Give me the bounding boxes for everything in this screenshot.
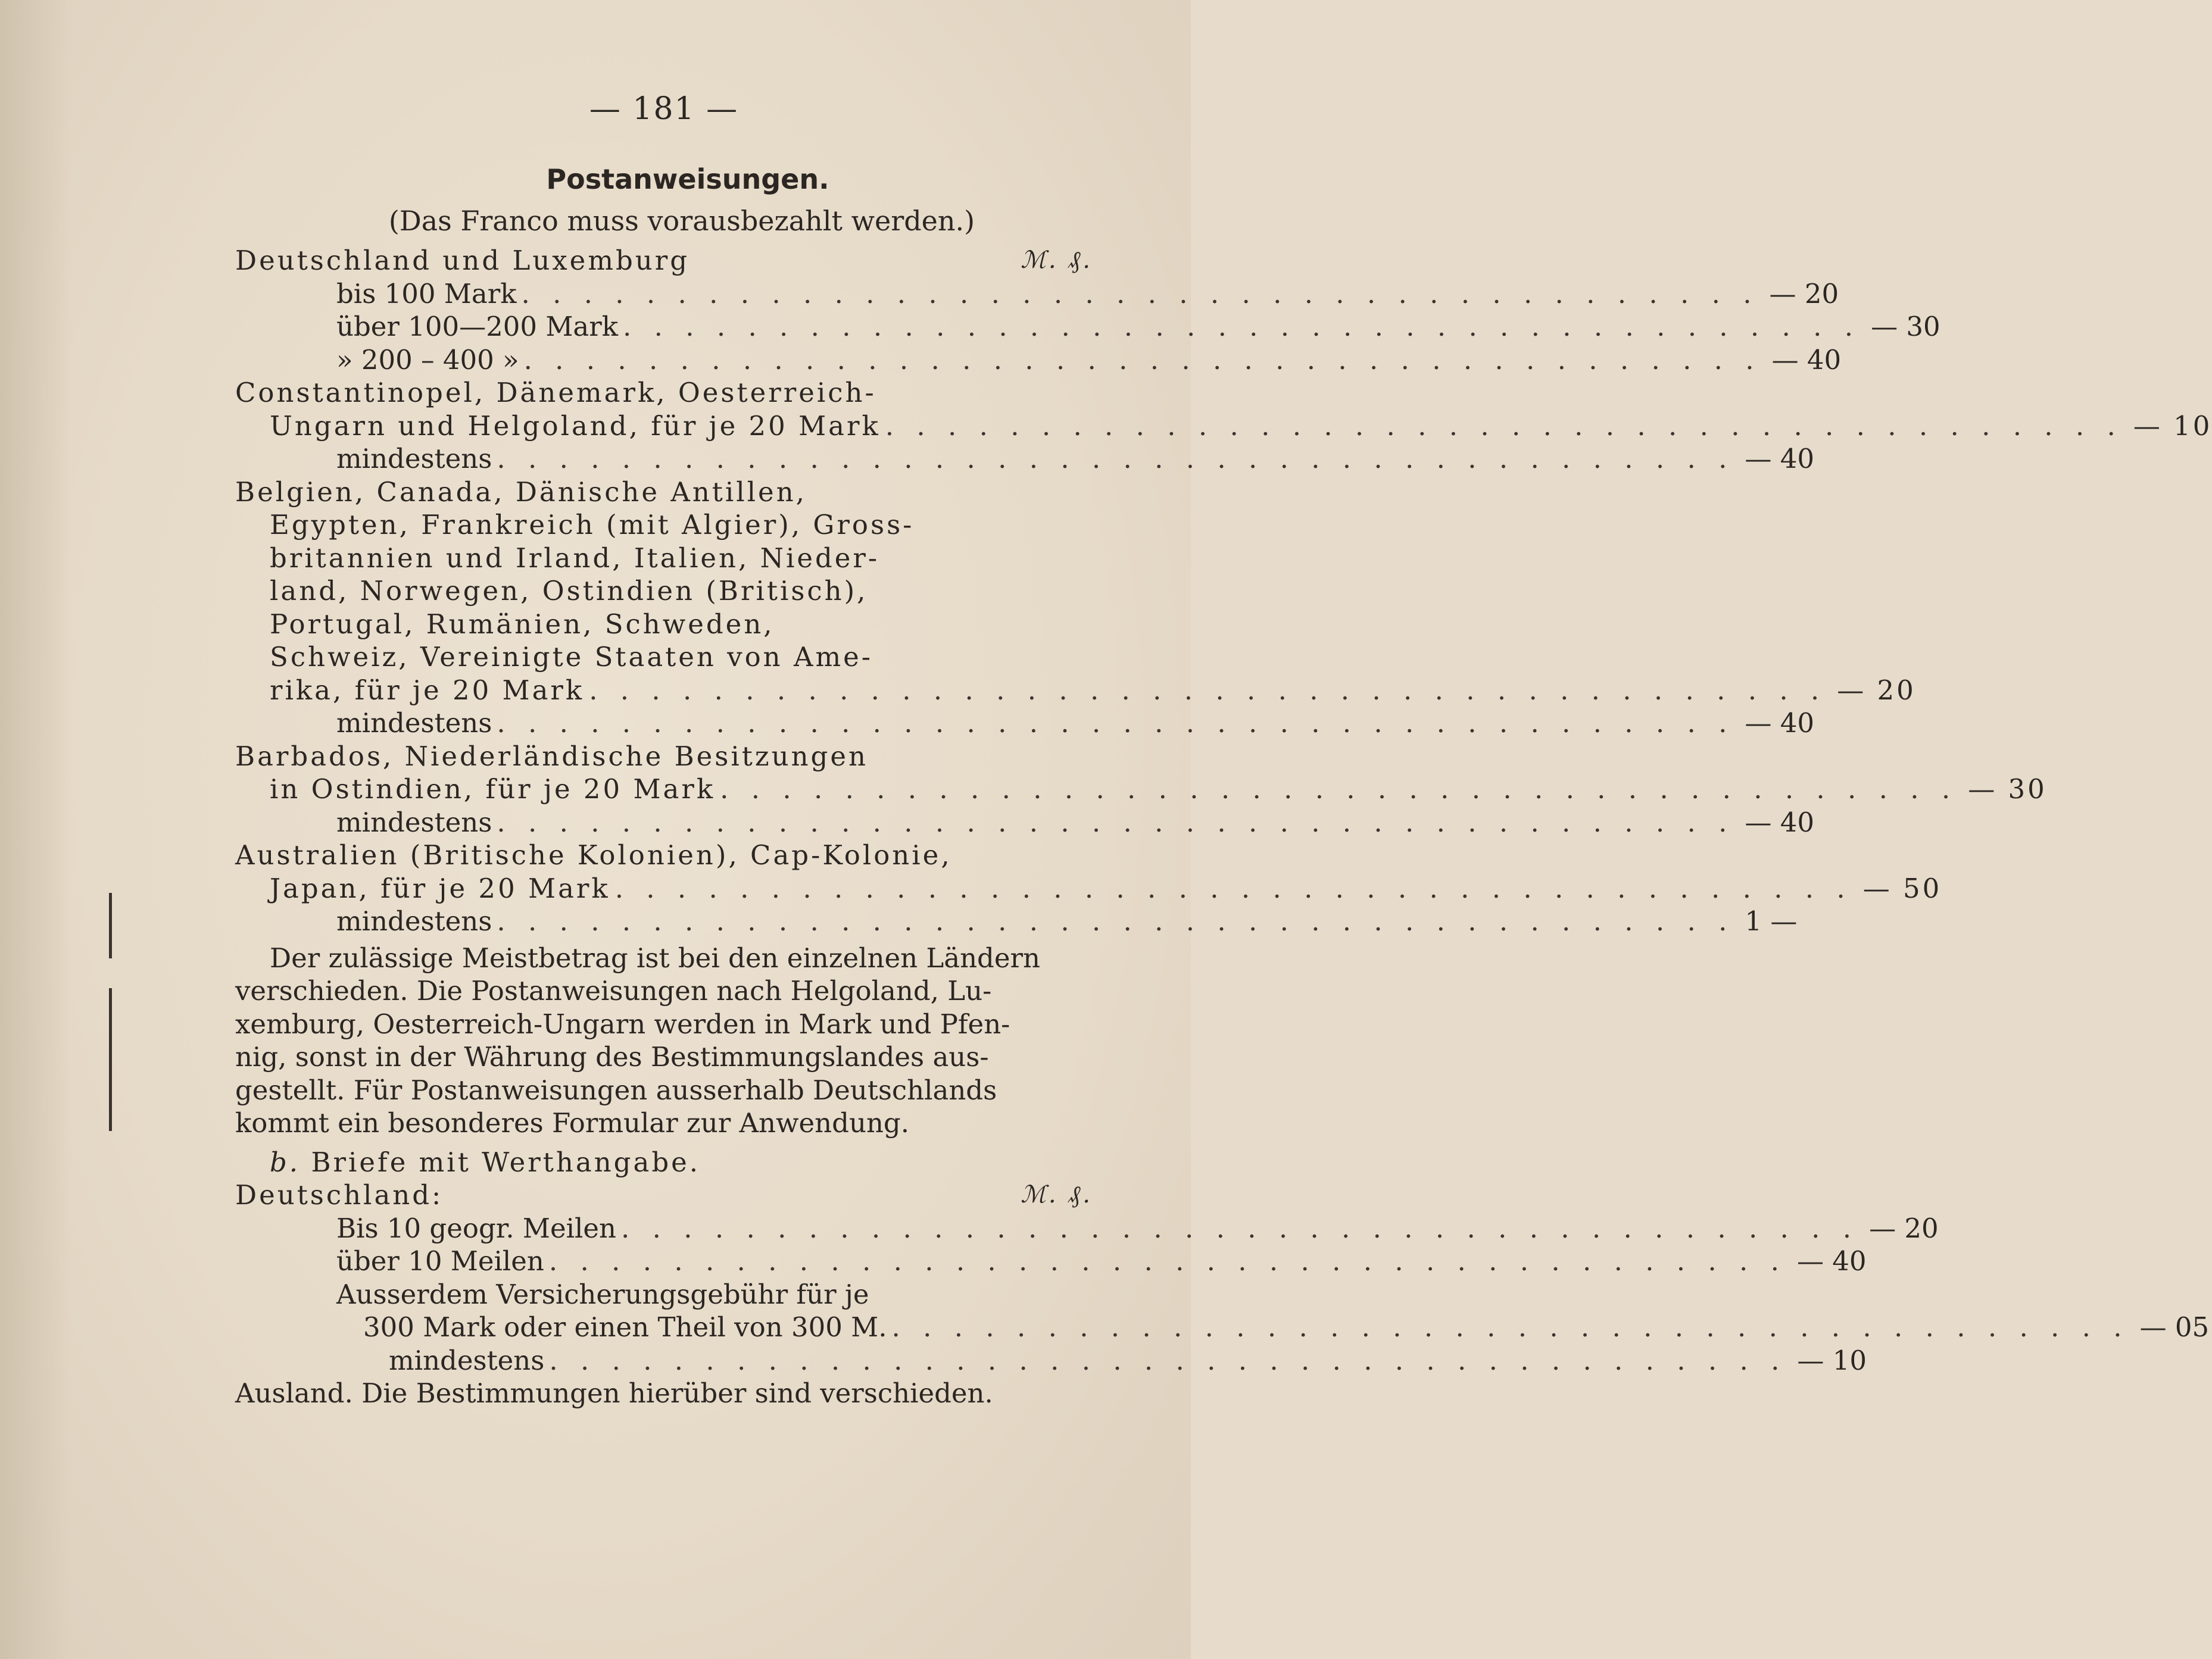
rate-price: — 30 bbox=[1871, 311, 1940, 342]
rate-price: — 20 bbox=[1769, 277, 1839, 310]
paragraph-line: verschieden. Die Postanweisungen nach Helgoland, Lu- bbox=[235, 975, 992, 1007]
country-text: Barbados, Niederländische Besitzungen bbox=[235, 740, 868, 772]
rate-label: Ungarn und Helgoland, für je 20 Mark bbox=[270, 410, 881, 442]
section-b-country bbox=[235, 1179, 1093, 1212]
rate-row bbox=[235, 872, 1942, 905]
gutter-shadow bbox=[0, 0, 71, 1659]
rate-price: — 40 bbox=[1796, 1245, 1867, 1277]
country-text: Schweiz, Vereinigte Staaten von Ame- bbox=[270, 641, 873, 673]
rate-row bbox=[235, 806, 1814, 839]
section-b-title bbox=[235, 1146, 1093, 1179]
paragraph-line: Der zulässige Meistbetrag ist bei den einzelnen Ländern bbox=[270, 942, 1040, 974]
rate-row bbox=[235, 905, 1798, 938]
rate-price: — 10 bbox=[1797, 1344, 1867, 1376]
rate-row bbox=[235, 1311, 2210, 1344]
rate-price: — 20 bbox=[1869, 1212, 1939, 1244]
rate-row bbox=[235, 310, 1940, 343]
rate-label: mindestens bbox=[336, 707, 492, 739]
rate-label: Japan, für je 20 Mark bbox=[270, 872, 610, 904]
note-line: Ausserdem Versicherungsgebühr für je bbox=[336, 1278, 869, 1310]
section-b bbox=[235, 1146, 2210, 1410]
dot-leader: . . . . . . . . . . . . . . . . . . . . . . . . . . . . . . . . . . . . . . . . bbox=[521, 277, 1759, 310]
dot-leader: . . . . . . . . . . . . . . . . . . . . . . . . . . . . . . . . . . . . . . . . bbox=[623, 311, 1861, 342]
rate-row bbox=[235, 277, 1839, 311]
rate-price: — 20 bbox=[1837, 674, 1916, 706]
rate-row bbox=[235, 773, 2047, 806]
rate-label: 300 Mark oder einen Theil von 300 M. bbox=[363, 1311, 887, 1343]
paragraph-line: nig, sonst in der Währung des Bestimmungslandes aus- bbox=[235, 1041, 989, 1073]
section-heading: Postanweisungen. bbox=[546, 163, 829, 195]
section-b-country-label: Deutschland: bbox=[235, 1179, 444, 1211]
rate-row bbox=[235, 1212, 1939, 1245]
footer-line: Ausland. Die Bestimmungen hierüber sind verschieden. bbox=[235, 1377, 993, 1409]
rate-price: — 50 bbox=[1862, 872, 1942, 904]
rate-table bbox=[235, 244, 2212, 938]
rate-label: mindestens bbox=[389, 1344, 545, 1376]
section-b-marker: b. bbox=[270, 1146, 301, 1178]
country-text: britannien und Irland, Italien, Nieder- bbox=[270, 542, 880, 574]
page-content bbox=[235, 89, 2212, 1410]
country-text: land, Norwegen, Ostindien (Britisch), bbox=[270, 575, 868, 607]
dot-leader: . . . . . . . . . . . . . . . . . . . . . . . . . . . . . . . . . . . . . . . . bbox=[891, 1311, 2129, 1343]
paragraph-line: kommt ein besonderes Formular zur Anwendung. bbox=[235, 1107, 910, 1139]
rate-label: in Ostindien, für je 20 Mark bbox=[270, 773, 716, 805]
dot-leader: . . . . . . . . . . . . . . . . . . . . . . . . . . . . . . . . . . . . . . . . bbox=[497, 806, 1734, 838]
country-text: Belgien, Canada, Dänische Antillen, bbox=[235, 476, 807, 508]
dot-leader: . . . . . . . . . . . . . . . . . . . . . . . . . . . . . . . . . . . . . . . . bbox=[885, 410, 2123, 442]
gutter-mark bbox=[109, 988, 112, 1131]
country-line bbox=[235, 244, 1093, 277]
rate-price: — 40 bbox=[1745, 707, 1814, 739]
rate-label: über 10 Meilen bbox=[336, 1245, 544, 1277]
rate-label: über 100—200 Mark bbox=[336, 311, 619, 342]
currency-header: ℳ. ₰. bbox=[1021, 1181, 1093, 1208]
country-text: Deutschland und Luxemburg bbox=[235, 245, 690, 276]
rate-label: bis 100 Mark bbox=[336, 277, 517, 310]
dot-leader: . . . . . . . . . . . . . . . . . . . . . . . . . . . . . . . . . . . . . . . . bbox=[549, 1344, 1787, 1376]
country-text: Egypten, Frankreich (mit Algier), Gross- bbox=[270, 509, 915, 540]
country-line bbox=[235, 641, 1093, 674]
dot-leader: . . . . . . . . . . . . . . . . . . . . . . . . . . . . . . . . . . . . . . . . bbox=[497, 905, 1734, 937]
rate-label: mindestens bbox=[336, 905, 492, 937]
section-b-title-text: Briefe mit Werthangabe. bbox=[311, 1146, 701, 1178]
country-line bbox=[235, 508, 1093, 542]
rate-row bbox=[235, 343, 1842, 377]
rate-label: » 200 – 400 » bbox=[336, 343, 519, 376]
rate-label: mindestens bbox=[336, 806, 492, 838]
rate-row bbox=[235, 707, 1814, 740]
country-line bbox=[235, 740, 1093, 773]
country-text: Constantinopel, Dänemark, Oesterreich- bbox=[235, 377, 876, 408]
country-text: Australien (Britische Kolonien), Cap-Kolonie, bbox=[235, 839, 952, 871]
rate-label: rika, für je 20 Mark bbox=[270, 674, 585, 706]
dot-leader: . . . . . . . . . . . . . . . . . . . . . . . . . . . . . . . . . . . . . . . . bbox=[548, 1245, 1786, 1277]
paragraph-line: gestellt. Für Postanweisungen ausserhalb Deutschlands bbox=[235, 1074, 997, 1106]
dot-leader: . . . . . . . . . . . . . . . . . . . . . . . . . . . . . . . . . . . . . . . . bbox=[497, 443, 1734, 474]
dot-leader: . . . . . . . . . . . . . . . . . . . . . . . . . . . . . . . . . . . . . . . . bbox=[523, 343, 1761, 376]
country-line bbox=[235, 476, 1093, 509]
rate-row bbox=[235, 410, 2212, 443]
rate-row bbox=[235, 1245, 1867, 1278]
rate-price: — 40 bbox=[1771, 343, 1842, 376]
currency-header: ℳ. ₰. bbox=[1021, 246, 1093, 274]
rate-price: — 10 bbox=[2133, 410, 2212, 442]
rate-row bbox=[235, 1344, 1867, 1377]
country-text: Portugal, Rumänien, Schweden, bbox=[270, 608, 775, 640]
dot-leader: . . . . . . . . . . . . . . . . . . . . . . . . . . . . . . . . . . . . . . . . bbox=[497, 707, 1734, 739]
rate-price: 1 — bbox=[1745, 905, 1798, 937]
country-line bbox=[235, 376, 1093, 410]
rate-price: — 40 bbox=[1745, 443, 1814, 474]
country-line bbox=[235, 839, 1093, 872]
gutter-mark bbox=[109, 893, 112, 958]
paragraph-line: xemburg, Oesterreich-Ungarn werden in Mark und Pfen- bbox=[235, 1008, 1010, 1040]
rate-row bbox=[235, 442, 1814, 476]
rate-price: — 30 bbox=[1968, 773, 2047, 805]
rate-label: Bis 10 geogr. Meilen bbox=[336, 1212, 617, 1244]
rate-label: mindestens bbox=[336, 443, 492, 474]
dot-leader: . . . . . . . . . . . . . . . . . . . . . . . . . . . . . . . . . . . . . . . . bbox=[720, 773, 1958, 805]
page-number: — 181 — bbox=[589, 91, 739, 127]
rate-price: — 05 bbox=[2139, 1311, 2210, 1343]
rate-row bbox=[235, 674, 1916, 707]
section-subheading: (Das Franco muss vorausbezahlt werden.) bbox=[388, 205, 975, 237]
country-line bbox=[235, 542, 1093, 575]
dot-leader: . . . . . . . . . . . . . . . . . . . . . . . . . . . . . . . . . . . . . . . . bbox=[614, 872, 1852, 904]
country-line bbox=[235, 608, 1093, 641]
explanatory-paragraph bbox=[235, 942, 1093, 1140]
dot-leader: . . . . . . . . . . . . . . . . . . . . . . . . . . . . . . . . . . . . . . . . bbox=[621, 1212, 1859, 1244]
rate-price: — 40 bbox=[1745, 806, 1814, 838]
dot-leader: . . . . . . . . . . . . . . . . . . . . . . . . . . . . . . . . . . . . . . . . bbox=[589, 674, 1827, 706]
country-line bbox=[235, 574, 1093, 608]
